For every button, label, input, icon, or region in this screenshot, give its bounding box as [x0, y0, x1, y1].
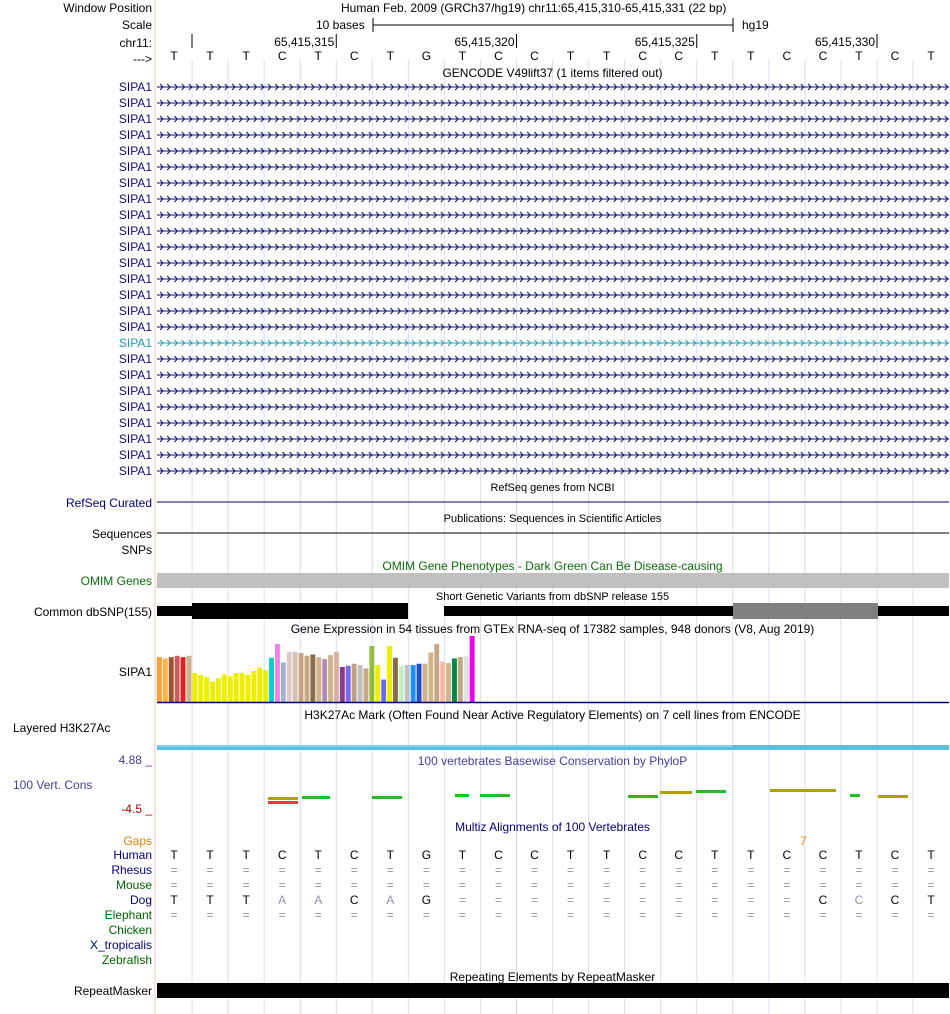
gtex-tissue-bar[interactable]	[246, 675, 251, 702]
multiz-species-label[interactable]: Mouse	[115, 878, 152, 892]
multiz-base: =	[314, 863, 322, 877]
base-letter: T	[711, 49, 719, 63]
gencode-transcript-label[interactable]: SIPA1	[118, 448, 152, 462]
dbsnp-track-title[interactable]: Short Genetic Variants from dbSNP release 155	[435, 591, 670, 603]
multiz-base: T	[855, 848, 863, 862]
gtex-tissue-bar[interactable]	[228, 676, 233, 702]
gtex-tissue-bar[interactable]	[299, 653, 304, 702]
refseq-track-title[interactable]: RefSeq genes from NCBI	[490, 482, 615, 494]
multiz-base: C	[494, 848, 503, 862]
multiz-base: C	[890, 848, 900, 862]
gtex-tissue-bar[interactable]	[417, 664, 422, 702]
phylop-logo-glyph	[268, 801, 298, 804]
multiz-base: =	[783, 878, 791, 892]
gtex-tissue-bar[interactable]	[222, 674, 227, 702]
gtex-tissue-bar[interactable]	[216, 678, 221, 702]
gencode-transcript-label[interactable]: SIPA1	[118, 112, 152, 126]
multiz-base: C	[890, 893, 900, 907]
gtex-tissue-bar[interactable]	[358, 665, 363, 702]
multiz-base: =	[350, 878, 358, 892]
phylop-logo-glyph	[302, 796, 330, 799]
multiz-base: =	[386, 908, 394, 922]
multiz-base: =	[350, 908, 358, 922]
multiz-base: =	[531, 863, 539, 877]
gtex-tissue-bar[interactable]	[240, 673, 245, 702]
multiz-base: =	[783, 893, 791, 907]
multiz-base: =	[278, 908, 286, 922]
phylop-logo-glyph	[372, 796, 402, 799]
multiz-base: =	[170, 863, 178, 877]
multiz-species-label[interactable]: X_tropicalis	[89, 938, 152, 952]
gtex-tissue-bar[interactable]	[287, 652, 292, 702]
base-letter: C	[530, 49, 539, 63]
multiz-base: =	[927, 863, 935, 877]
strand-label: --->	[133, 52, 152, 66]
gtex-tissue-bar[interactable]	[470, 636, 475, 702]
gtex-tissue-bar[interactable]	[352, 664, 357, 702]
multiz-base: =	[567, 863, 575, 877]
multiz-base: =	[422, 908, 430, 922]
gtex-tissue-bar[interactable]	[251, 671, 256, 702]
multiz-base: =	[531, 878, 539, 892]
multiz-base: A	[278, 893, 287, 907]
gtex-tissue-bar[interactable]	[411, 665, 416, 702]
omim-track-label[interactable]: OMIM Genes	[80, 574, 152, 588]
phylop-logo-glyph	[660, 791, 692, 794]
gtex-tissue-bar[interactable]	[428, 653, 433, 703]
gencode-transcript-label[interactable]: SIPA1	[118, 208, 152, 222]
base-letter: T	[314, 49, 322, 63]
multiz-base: =	[278, 878, 286, 892]
multiz-base: =	[891, 863, 899, 877]
multiz-base: =	[458, 893, 466, 907]
gencode-transcript-label[interactable]: SIPA1	[118, 368, 152, 382]
gtex-tissue-bar[interactable]	[275, 644, 280, 702]
omim-track-title[interactable]: OMIM Gene Phenotypes - Dark Green Can Be Disease-causing	[382, 559, 723, 573]
gtex-tissue-bar[interactable]	[393, 658, 398, 702]
gtex-track-title[interactable]: Gene Expression in 54 tissues from GTEx RNA-seq of 17382 samples, 948 donors (V8, Aug 2019)	[290, 622, 815, 636]
multiz-base: =	[206, 908, 214, 922]
gtex-tissue-bar[interactable]	[210, 682, 215, 702]
gtex-tissue-bar[interactable]	[446, 663, 451, 702]
gencode-transcript-label[interactable]: SIPA1	[118, 400, 152, 414]
multiz-species-label[interactable]: Chicken	[108, 923, 152, 937]
base-letter: C	[890, 49, 900, 63]
window-position-label: Window Position	[63, 1, 152, 15]
multiz-base: =	[531, 893, 539, 907]
multiz-base: =	[891, 878, 899, 892]
gtex-tissue-bar[interactable]	[334, 652, 339, 702]
phylop-logo-glyph	[850, 794, 860, 797]
multiz-base: =	[639, 863, 647, 877]
phylop-logo-glyph	[455, 794, 469, 797]
phylop-max-label: 4.88 _	[118, 753, 152, 767]
multiz-base: =	[494, 893, 502, 907]
gtex-tissue-bar[interactable]	[399, 666, 404, 702]
gtex-tissue-bar[interactable]	[169, 657, 174, 702]
h3k27ac-track-title[interactable]: H3K27Ac Mark (Often Found Near Active Regulatory Elements) on 7 cell lines from ENCODE	[304, 708, 801, 722]
multiz-base: T	[711, 848, 719, 862]
multiz-species-label[interactable]: Human	[113, 848, 152, 862]
multiz-base: =	[278, 863, 286, 877]
multiz-base: C	[638, 848, 647, 862]
gencode-transcript-label[interactable]: SIPA1	[118, 256, 152, 270]
gencode-transcript-label[interactable]: SIPA1	[118, 288, 152, 302]
multiz-base: =	[567, 878, 575, 892]
multiz-base: =	[314, 908, 322, 922]
multiz-base: T	[242, 848, 250, 862]
multiz-base: =	[675, 893, 683, 907]
gtex-tissue-bar[interactable]	[328, 655, 333, 702]
gencode-transcript-label[interactable]: SIPA1	[118, 336, 152, 350]
multiz-track-title[interactable]: Multiz Alignments of 100 Vertebrates	[455, 820, 650, 834]
multiz-base: =	[819, 878, 827, 892]
repeatmasker-track-title[interactable]: Repeating Elements by RepeatMasker	[449, 970, 656, 984]
gencode-transcript-label[interactable]: SIPA1	[118, 144, 152, 158]
multiz-base: =	[927, 908, 935, 922]
gencode-transcript-label[interactable]: SIPA1	[118, 128, 152, 142]
gtex-tissue-bar[interactable]	[157, 657, 162, 702]
base-letter: C	[349, 49, 359, 63]
gtex-tissue-bar[interactable]	[423, 664, 428, 702]
base-letter: T	[747, 49, 755, 63]
scale-db-text: hg19	[742, 18, 769, 32]
gtex-tissue-bar[interactable]	[458, 657, 463, 702]
multiz-base: T	[206, 893, 214, 907]
repeatmasker-track-label[interactable]: RepeatMasker	[73, 984, 152, 998]
gencode-transcript-label[interactable]: SIPA1	[118, 320, 152, 334]
phylop-track-label[interactable]: 100 Vert. Cons	[13, 778, 93, 792]
gencode-transcript-label[interactable]: SIPA1	[118, 304, 152, 318]
gtex-tissue-bar[interactable]	[375, 665, 380, 702]
multiz-base: =	[675, 878, 683, 892]
phylop-logo-glyph	[696, 790, 726, 793]
gencode-transcript-label[interactable]: SIPA1	[118, 224, 152, 238]
multiz-base: T	[386, 848, 394, 862]
gtex-tissue-bar[interactable]	[257, 668, 262, 702]
multiz-base: =	[783, 863, 791, 877]
gtex-tissue-bar[interactable]	[387, 646, 392, 702]
base-letter: C	[638, 49, 647, 63]
position-label: 65,415,330	[814, 35, 875, 49]
chrom-label: chr11:	[119, 36, 152, 50]
multiz-base: T	[314, 848, 322, 862]
gencode-transcript-label[interactable]: SIPA1	[118, 160, 152, 174]
gtex-gene-label[interactable]: SIPA1	[118, 665, 152, 679]
gap-count: 7	[800, 834, 807, 848]
multiz-base: =	[386, 878, 394, 892]
phylop-logo-glyph	[806, 789, 836, 792]
gencode-transcript-label[interactable]: SIPA1	[118, 464, 152, 478]
multiz-base: =	[747, 908, 755, 922]
gtex-tissue-bar[interactable]	[381, 680, 386, 702]
position-label: 65,415,325	[634, 35, 695, 49]
multiz-base: C	[818, 893, 828, 907]
multiz-base: =	[747, 863, 755, 877]
omim-gene-bar[interactable]	[157, 573, 949, 588]
base-letter: C	[494, 49, 503, 63]
base-letter: T	[170, 49, 178, 63]
multiz-base: =	[603, 878, 611, 892]
multiz-base: =	[242, 878, 250, 892]
multiz-base: =	[711, 878, 719, 892]
gtex-tissue-bar[interactable]	[305, 656, 310, 702]
multiz-base: C	[349, 848, 359, 862]
multiz-base: =	[675, 908, 683, 922]
gencode-track-title[interactable]: GENCODE V49lift37 (1 items filtered out)	[442, 66, 663, 80]
multiz-base: =	[458, 863, 466, 877]
gtex-tissue-bar[interactable]	[198, 675, 203, 702]
gencode-transcript-label[interactable]: SIPA1	[118, 432, 152, 446]
multiz-base: =	[494, 878, 502, 892]
base-letter: T	[602, 49, 611, 63]
base-letter: T	[206, 49, 214, 63]
multiz-base: =	[206, 878, 214, 892]
multiz-base: =	[422, 878, 430, 892]
multiz-base: =	[314, 878, 322, 892]
multiz-base: =	[891, 908, 899, 922]
multiz-base: =	[567, 908, 575, 922]
gencode-transcript-label[interactable]: SIPA1	[118, 176, 152, 190]
gencode-transcript-label[interactable]: SIPA1	[118, 352, 152, 366]
gtex-tissue-bar[interactable]	[163, 658, 168, 702]
phylop-logo-glyph	[878, 795, 908, 798]
multiz-base: T	[206, 848, 214, 862]
gtex-tissue-bar[interactable]	[434, 644, 439, 702]
gencode-transcript-label[interactable]: SIPA1	[118, 416, 152, 430]
multiz-base: =	[819, 863, 827, 877]
multiz-base: T	[927, 893, 935, 907]
gencode-transcript-label[interactable]: SIPA1	[118, 96, 152, 110]
base-letter: C	[782, 49, 792, 63]
h3k27ac-track-label[interactable]: Layered H3K27Ac	[13, 721, 111, 735]
base-letter: T	[927, 49, 935, 63]
multiz-species-label[interactable]: Zebrafish	[101, 953, 152, 967]
multiz-base: =	[494, 908, 502, 922]
base-letter: G	[421, 49, 432, 63]
gtex-tissue-bar[interactable]	[175, 656, 180, 702]
base-letter: T	[855, 49, 863, 63]
multiz-base: C	[818, 848, 828, 862]
multiz-base: T	[602, 848, 611, 862]
multiz-base: =	[747, 893, 755, 907]
dbsnp-variant[interactable]	[733, 603, 878, 619]
position-label: 65,415,315	[274, 35, 335, 49]
base-letter: C	[818, 49, 828, 63]
gtex-tissue-bar[interactable]	[204, 677, 209, 702]
multiz-base: =	[458, 908, 466, 922]
multiz-base: =	[855, 878, 863, 892]
gtex-tissue-bar[interactable]	[346, 666, 351, 702]
multiz-base: T	[458, 848, 467, 862]
gtex-tissue-bar[interactable]	[181, 657, 186, 702]
multiz-base: =	[603, 893, 611, 907]
position-label: 65,415,320	[454, 35, 515, 49]
scale-label: Scale	[121, 18, 152, 32]
publications-track-title[interactable]: Publications: Sequences in Scientific Articles	[443, 513, 662, 525]
phylop-logo-glyph	[480, 794, 510, 797]
multiz-base: =	[819, 908, 827, 922]
gtex-tissue-bar[interactable]	[192, 673, 197, 702]
multiz-base: =	[458, 878, 466, 892]
gtex-tissue-bar[interactable]	[269, 658, 274, 702]
multiz-base: =	[206, 863, 214, 877]
publications-track-label[interactable]: Sequences	[91, 527, 152, 541]
multiz-base: =	[242, 863, 250, 877]
refseq-track-label[interactable]: RefSeq Curated	[65, 496, 152, 510]
gaps-label: Gaps	[123, 834, 152, 848]
base-letter: T	[386, 49, 394, 63]
multiz-species-label[interactable]: Dog	[129, 893, 152, 907]
multiz-base: =	[711, 863, 719, 877]
gtex-tissue-bar[interactable]	[322, 659, 327, 702]
gtex-tissue-bar[interactable]	[369, 646, 374, 702]
multiz-base: G	[421, 893, 432, 907]
multiz-base: T	[747, 848, 755, 862]
multiz-species-label[interactable]: Elephant	[104, 908, 152, 922]
multiz-base: =	[567, 893, 575, 907]
gtex-tissue-bar[interactable]	[364, 668, 369, 702]
base-letter: T	[242, 49, 250, 63]
multiz-base: =	[711, 893, 719, 907]
multiz-base: A	[314, 893, 323, 907]
multiz-base: =	[603, 863, 611, 877]
multiz-base: =	[675, 863, 683, 877]
gtex-tissue-bar[interactable]	[187, 656, 192, 702]
multiz-base: =	[639, 908, 647, 922]
multiz-base: =	[927, 878, 935, 892]
snps-label: SNPs	[121, 543, 152, 557]
gtex-tissue-bar[interactable]	[234, 673, 239, 702]
base-letter: C	[674, 49, 684, 63]
multiz-base: =	[494, 863, 502, 877]
base-letter: T	[566, 49, 575, 63]
multiz-base: C	[782, 848, 792, 862]
multiz-base: A	[386, 893, 395, 907]
multiz-base: C	[530, 848, 539, 862]
gtex-tissue-bar[interactable]	[293, 652, 298, 702]
multiz-base: =	[170, 878, 178, 892]
gtex-tissue-bar[interactable]	[263, 670, 268, 702]
multiz-base: C	[674, 848, 684, 862]
multiz-base: G	[421, 848, 432, 862]
gtex-tissue-bar[interactable]	[340, 667, 345, 702]
multiz-base: =	[603, 908, 611, 922]
phylop-track-title[interactable]: 100 vertebrates Basewise Conservation by PhyloP	[417, 754, 688, 768]
gencode-transcript-label[interactable]: SIPA1	[118, 240, 152, 254]
gtex-tissue-bar[interactable]	[452, 658, 457, 702]
dbsnp-variant[interactable]	[192, 603, 408, 619]
scale-bases-text: 10 bases	[316, 18, 365, 32]
phylop-min-label: -4.5 _	[121, 802, 152, 816]
gencode-transcript-label[interactable]: SIPA1	[118, 192, 152, 206]
phylop-logo-glyph	[268, 797, 298, 800]
gtex-tissue-bar[interactable]	[310, 654, 315, 702]
phylop-logo-glyph	[628, 795, 658, 798]
gtex-tissue-bar[interactable]	[440, 662, 445, 702]
multiz-base: =	[350, 863, 358, 877]
multiz-base: =	[639, 878, 647, 892]
multiz-base: C	[349, 893, 359, 907]
base-letter: C	[277, 49, 287, 63]
multiz-base: =	[855, 863, 863, 877]
gtex-tissue-bar[interactable]	[464, 656, 469, 702]
gtex-tissue-bar[interactable]	[281, 662, 286, 702]
multiz-base: T	[242, 893, 250, 907]
gtex-tissue-bar[interactable]	[405, 665, 410, 702]
gencode-transcript-label[interactable]: SIPA1	[118, 80, 152, 94]
gencode-transcript-label[interactable]: SIPA1	[118, 384, 152, 398]
multiz-base: =	[242, 908, 250, 922]
multiz-base: =	[422, 863, 430, 877]
multiz-base: =	[386, 863, 394, 877]
multiz-base: =	[531, 908, 539, 922]
gtex-tissue-bar[interactable]	[316, 657, 321, 702]
multiz-base: T	[170, 848, 178, 862]
assembly-position-text: Human Feb. 2009 (GRCh37/hg19) chr11:65,415,310-65,415,331 (22 bp)	[341, 1, 727, 15]
multiz-base: T	[927, 848, 935, 862]
dbsnp-track-label[interactable]: Common dbSNP(155)	[33, 605, 152, 619]
multiz-base: =	[170, 908, 178, 922]
base-letter: T	[458, 49, 467, 63]
multiz-base: C	[277, 848, 287, 862]
multiz-base: =	[639, 893, 647, 907]
multiz-base: =	[711, 908, 719, 922]
gencode-transcript-label[interactable]: SIPA1	[118, 272, 152, 286]
multiz-base: =	[855, 908, 863, 922]
multiz-base: =	[783, 908, 791, 922]
repeatmasker-bar[interactable]	[157, 983, 949, 998]
multiz-base: C	[854, 893, 864, 907]
multiz-base: =	[747, 878, 755, 892]
multiz-species-label[interactable]: Rhesus	[111, 863, 152, 877]
phylop-logo-glyph	[770, 789, 806, 792]
multiz-base: T	[170, 893, 178, 907]
multiz-base: T	[566, 848, 575, 862]
